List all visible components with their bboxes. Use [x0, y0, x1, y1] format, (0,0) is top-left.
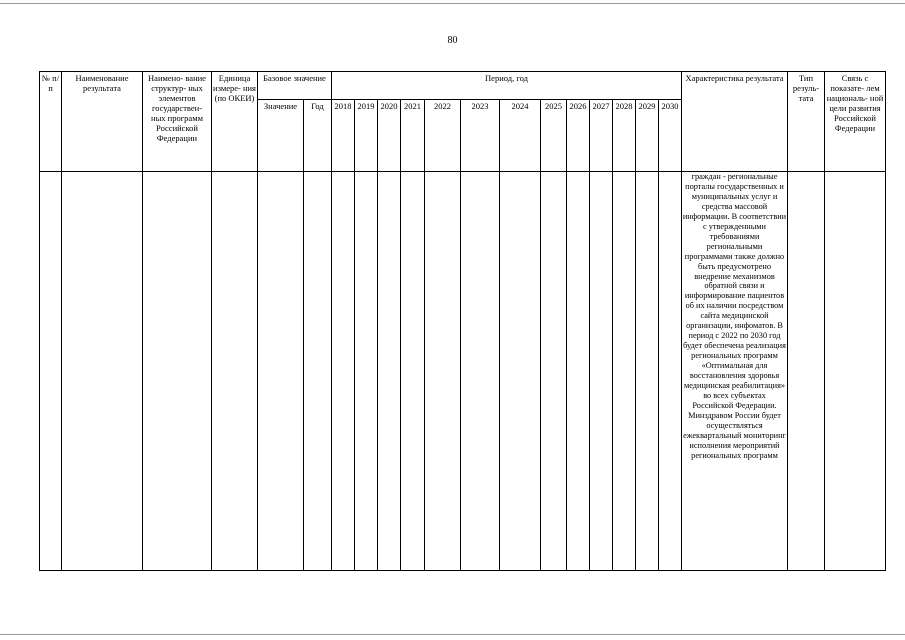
- cell-year-2021: [401, 172, 425, 571]
- header-base-value: Базовое значение: [258, 72, 332, 100]
- header-year-2027: 2027: [590, 100, 613, 172]
- cell-year-2024: [500, 172, 541, 571]
- cell-year-2025: [541, 172, 567, 571]
- header-year-2019: 2019: [355, 100, 378, 172]
- top-scan-line: [0, 3, 905, 4]
- header-year-2024: 2024: [500, 100, 541, 172]
- cell-base-year: [304, 172, 332, 571]
- cell-base-value: [258, 172, 304, 571]
- header-unit: Единица измере- ния (по ОКЕИ): [212, 72, 258, 172]
- header-year-2025: 2025: [541, 100, 567, 172]
- header-num: № п/п: [40, 72, 62, 172]
- header-year-2023: 2023: [461, 100, 500, 172]
- header-year-2026: 2026: [567, 100, 590, 172]
- cell-result-type: [788, 172, 825, 571]
- cell-year-2030: [659, 172, 682, 571]
- page-number: 80: [447, 35, 458, 46]
- header-year-2021: 2021: [401, 100, 425, 172]
- cell-year-2029: [636, 172, 659, 571]
- results-table: [39, 71, 886, 571]
- cell-national-goal-link: [825, 172, 886, 571]
- header-base-value-year: Год: [304, 100, 332, 172]
- cell-characteristic-text: граждан - региональные порталы государственных и муниципальных услуг и средства массовой информации. В соответствии с утвержденными требованиями региональными программами также должно быть предусмотрено внедрение механизмов обратной связи и информирование пациентов об их наличии посредством сайта медицинской организации, инфоматов. В период с 2022 по 2030 год будет обеспечена реализация региональных программ «Оптимальная для восстановления здоровья медицинская реабилитация» во всех субъектах Российской Федерации. Минздравом России будет осуществляться ежеквартальный мониторинг исполнения мероприятий региональных программ: [682, 172, 788, 571]
- cell-year-2018: [332, 172, 355, 571]
- cell-year-2020: [378, 172, 401, 571]
- cell-year-2023: [461, 172, 500, 571]
- header-national-goal-link: Связь с показате- лем националь- ной цели развития Российской Федерации: [825, 72, 886, 172]
- header-year-2022: 2022: [425, 100, 461, 172]
- cell-year-2019: [355, 172, 378, 571]
- header-year-2018: 2018: [332, 100, 355, 172]
- header-year-2029: 2029: [636, 100, 659, 172]
- header-base-value-value: Значение: [258, 100, 304, 172]
- bottom-scan-line: [0, 634, 905, 635]
- cell-year-2027: [590, 172, 613, 571]
- header-result-name: Наименование результата: [62, 72, 143, 172]
- cell-result-name: [62, 172, 143, 571]
- cell-year-2026: [567, 172, 590, 571]
- header-period: Период, год: [332, 72, 682, 100]
- header-year-2020: 2020: [378, 100, 401, 172]
- cell-year-2022: [425, 172, 461, 571]
- header-year-2028: 2028: [613, 100, 636, 172]
- cell-num: [40, 172, 62, 571]
- cell-unit: [212, 172, 258, 571]
- header-result-type: Тип резуль- тата: [788, 72, 825, 172]
- cell-structural-elements: [143, 172, 212, 571]
- table-row: [40, 172, 886, 571]
- header-structural-elements: Наимено- вание структур- ных элементов государствен- ных программ Российской Федерации: [143, 72, 212, 172]
- header-characteristic: Характеристика результата: [682, 72, 788, 172]
- cell-year-2028: [613, 172, 636, 571]
- header-year-2030: 2030: [659, 100, 682, 172]
